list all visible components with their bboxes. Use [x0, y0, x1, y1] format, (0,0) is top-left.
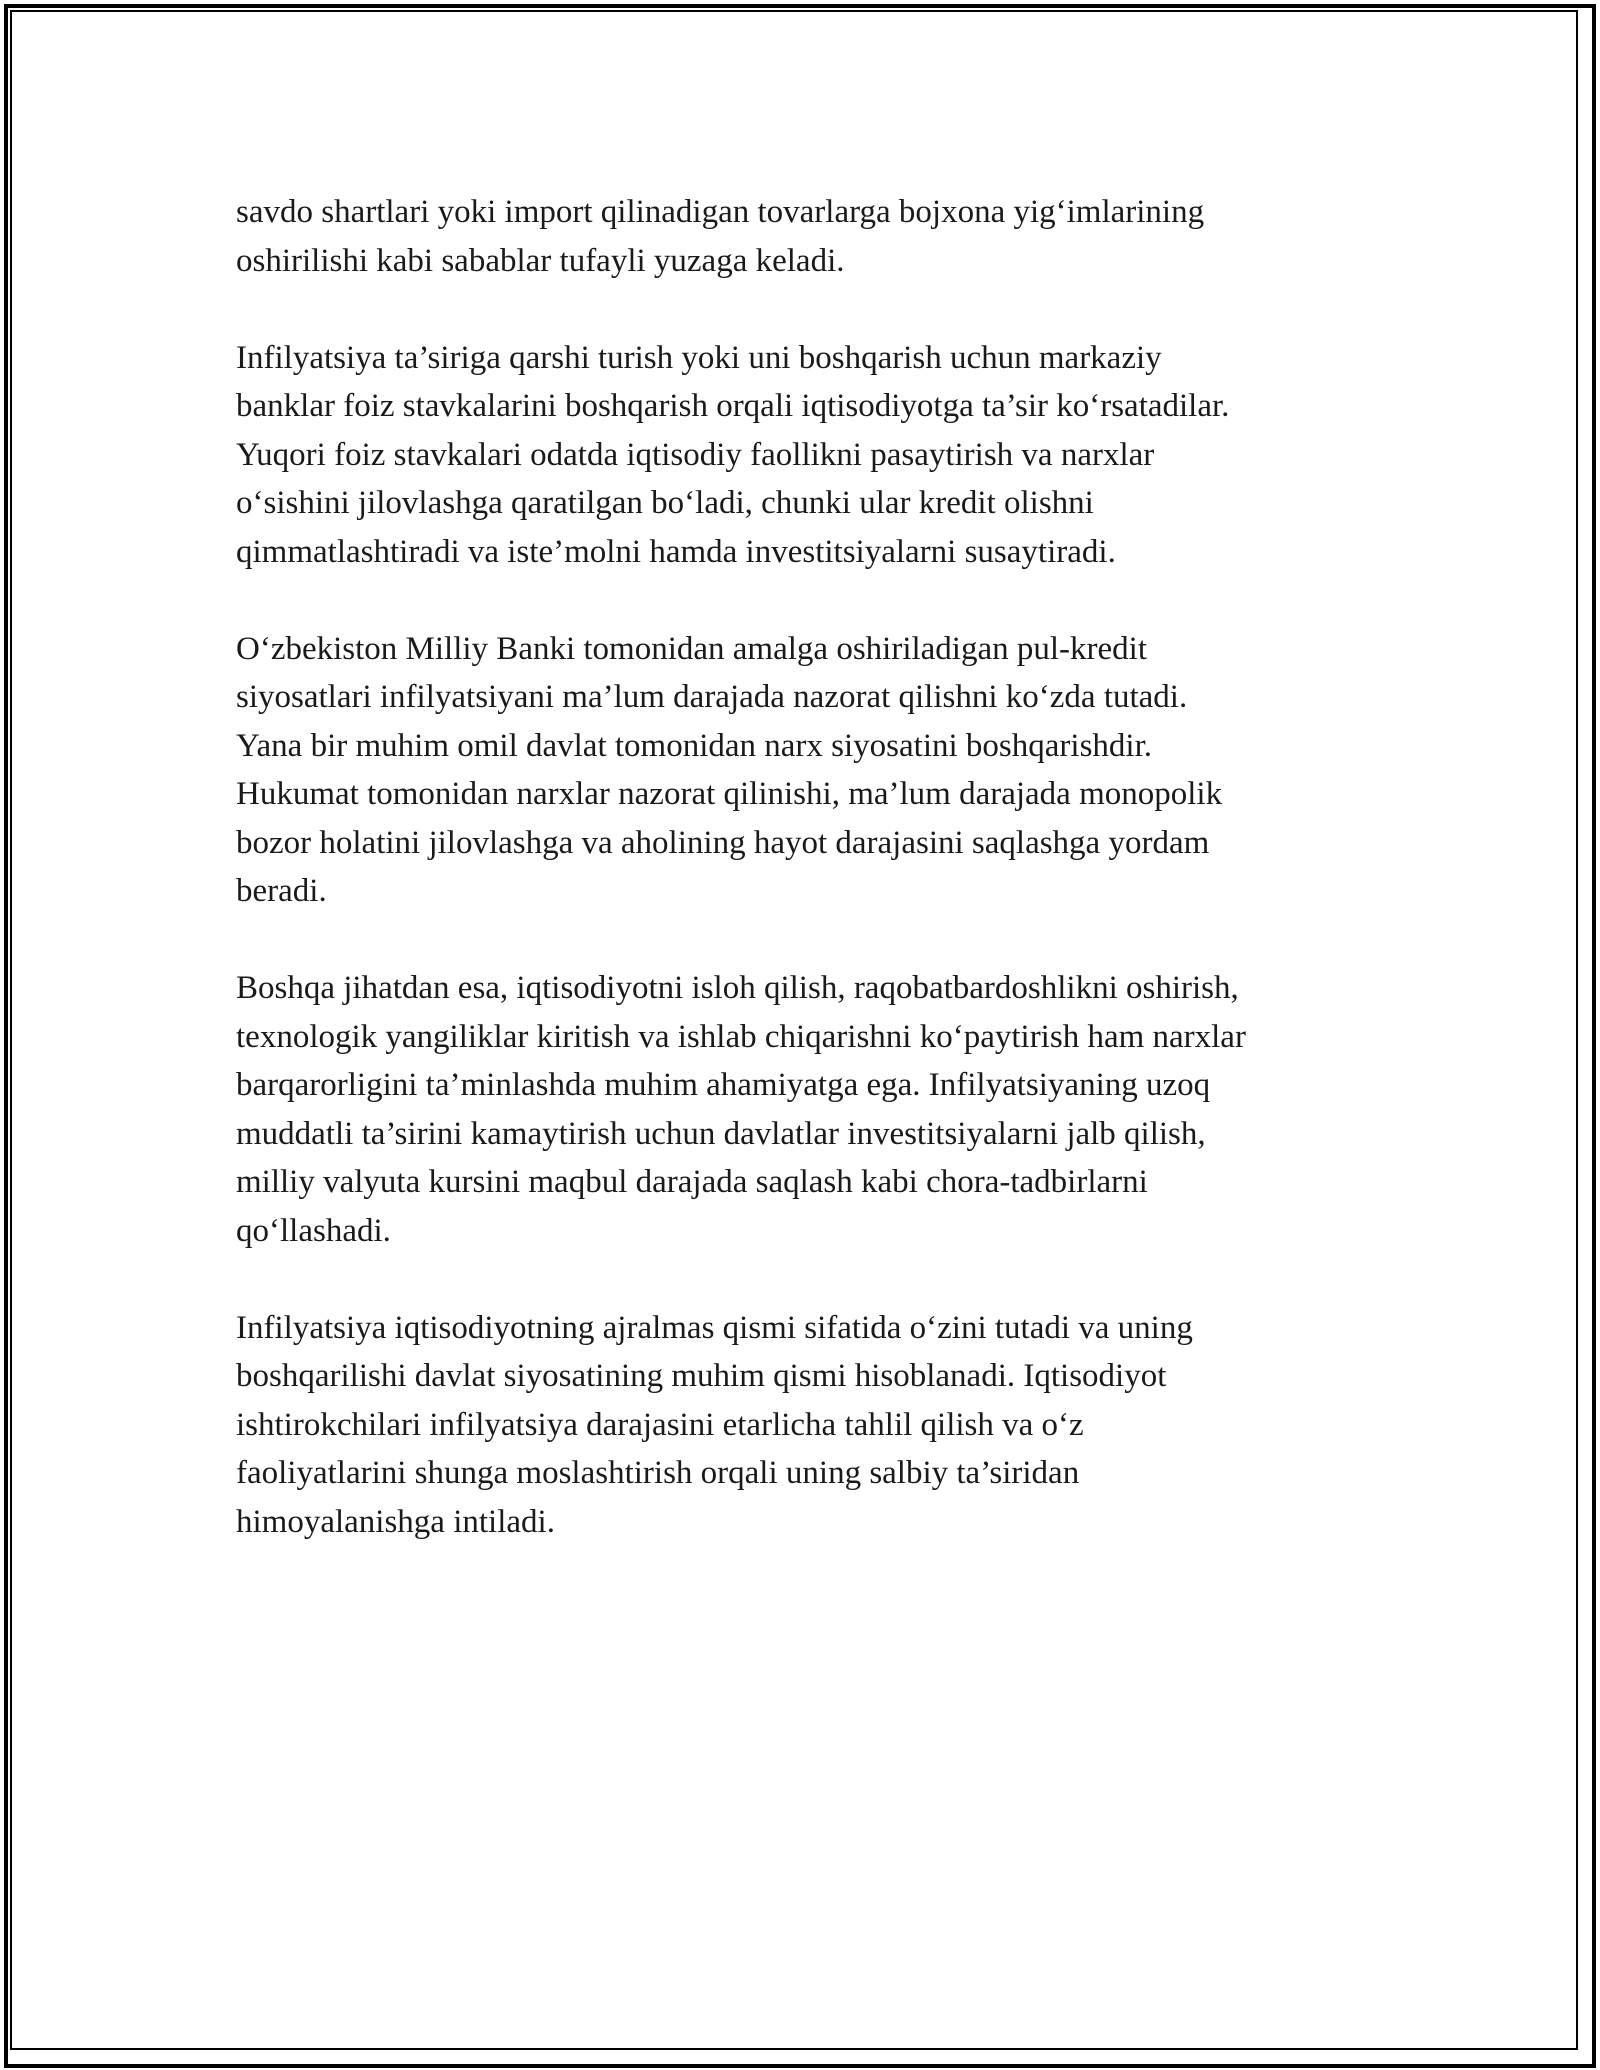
text-line: ishtirokchilari infilyatsiya darajasini etarlicha tahlil qilish va o‘z: [236, 1406, 1084, 1443]
text-line: barqarorligini ta’minlashda muhim ahamiyatga ega. Infilyatsiyaning uzoq: [236, 1067, 1211, 1103]
text-line: qo‘llashadi.: [236, 1212, 391, 1249]
text-line: muddatli ta’sirini kamaytirish uchun davlatlar investitsiyalarni jalb qilish,: [236, 1115, 1206, 1152]
text-line: texnologik yangiliklar kiritish va ishlab chiqarishni ko‘paytirish ham narxlar: [236, 1018, 1246, 1055]
text-line: milliy valyuta kursini maqbul darajada saqlash kabi chora-tadbirlarni: [236, 1164, 1148, 1200]
text-line: Infilyatsiya ta’siriga qarshi turish yoki uni boshqarish uchun markaziy: [236, 339, 1162, 376]
paragraph-4: [236, 964, 1366, 1255]
text-line: himoyalanishga intiladi.: [236, 1503, 555, 1540]
text-line: Infilyatsiya iqtisodiyotning ajralmas qismi sifatida o‘zini tutadi va uning: [236, 1309, 1193, 1346]
text-line: oshirilishi kabi sabablar tufayli yuzaga keladi.: [236, 242, 845, 279]
text-line: O‘zbekiston Milliy Banki tomonidan amalga oshiriladigan pul-kredit: [236, 630, 1147, 667]
paragraph-3: [236, 625, 1366, 916]
text-line: bozor holatini jilovlashga va aholining hayot darajasini saqlashga yordam: [236, 824, 1210, 861]
text-line: Hukumat tomonidan narxlar nazorat qilinishi, ma’lum darajada monopolik: [236, 776, 1223, 812]
text-line: qimmatlashtiradi va iste’molni hamda investitsiyalarni susaytiradi.: [236, 533, 1116, 570]
text-line: siyosatlari infilyatsiyani ma’lum darajada nazorat qilishni ko‘zda tutadi.: [236, 679, 1188, 715]
text-line: faoliyatlarini shunga moslashtirish orqali uning salbiy ta’siridan: [236, 1455, 1080, 1491]
text-line: banklar foiz stavkalarini boshqarish orqali iqtisodiyotga ta’sir ko‘rsatadilar.: [236, 388, 1230, 424]
paragraph-5: [236, 1304, 1366, 1547]
text-line: savdo shartlari yoki import qilinadigan tovarlarga bojxona yig‘imlarining: [236, 194, 1205, 230]
paragraph-2: [236, 334, 1366, 577]
text-line: beradi.: [236, 873, 327, 909]
text-line: Yana bir muhim omil davlat tomonidan narx siyosatini boshqarishdir.: [236, 727, 1152, 764]
document-body: [236, 188, 1366, 1595]
text-line: Yuqori foiz stavkalari odatda iqtisodiy faollikni pasaytirish va narxlar: [236, 436, 1155, 473]
text-line: Boshqa jihatdan esa, iqtisodiyotni isloh qilish, raqobatbardoshlikni oshirish,: [236, 970, 1239, 1006]
text-line: boshqarilishi davlat siyosatining muhim qismi hisoblanadi. Iqtisodiyot: [236, 1358, 1167, 1394]
paragraph-1: [236, 188, 1366, 285]
text-line: o‘sishini jilovlashga qaratilgan bo‘ladi, chunki ular kredit olishni: [236, 485, 1094, 521]
